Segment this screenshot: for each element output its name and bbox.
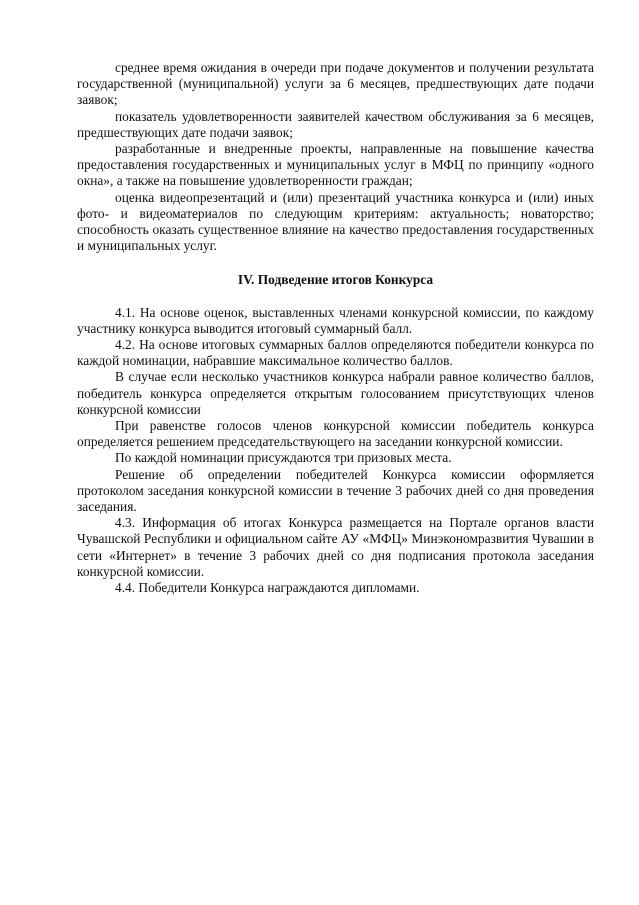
section-paragraph: При равенстве голосов членов конкурсной комиссии победитель конкурса определяется решением председательствующего на заседании конкурсной комиссии. xyxy=(77,418,594,450)
criteria-item: разработанные и внедренные проекты, направленные на повышение качества предоставления государственных и муниципальных услуг в МФЦ по принципу «одного окна», а также на повышение удовлетворенности граждан; xyxy=(77,141,594,189)
section-paragraph: 4.2. На основе итоговых суммарных баллов определяются победители конкурса по каждой номинации, набравшие максимальное количество баллов. xyxy=(77,337,594,369)
section-paragraph: 4.4. Победители Конкурса награждаются дипломами. xyxy=(115,580,420,596)
section-paragraph: 4.1. На основе оценок, выставленных членами конкурсной комиссии, по каждому участнику конкурса выводится итоговый суммарный балл. xyxy=(77,304,594,336)
criteria-item: среднее время ожидания в очереди при подаче документов и получении результата государственной (муниципальной) услуги за 6 месяцев, предшествующих дате подачи заявок; xyxy=(77,60,594,108)
criteria-item: показатель удовлетворенности заявителей качеством обслуживания за 6 месяцев, предшествующих дате подачи заявок; xyxy=(77,108,594,140)
document-page xyxy=(77,60,594,596)
section-paragraph: По каждой номинации присуждаются три призовых места. xyxy=(115,450,452,466)
section-paragraph: 4.3. Информация об итогах Конкурса размещается на Портале органов власти Чувашской Республики и официальном сайте АУ «МФЦ» Минэкономразвития Чувашии в сети «Интернет» в течение 3 рабочих дней со дня подписания протокола заседания конкурсной комиссии. xyxy=(77,515,594,579)
section-paragraph: Решение об определении победителей Конкурса комиссии оформляется протоколом заседания конкурсной комиссии в течение 3 рабочих дней со дня проведения заседания. xyxy=(77,466,594,515)
section-paragraph: В случае если несколько участников конкурса набрали равное количество баллов, победитель конкурса определяется открытым голосованием присутствующих членов конкурсной комиссии xyxy=(77,369,594,417)
criteria-item: оценка видеопрезентаций и (или) презентаций участника конкурса и (или) иных фото- и видеоматериалов по следующим критериям: актуальность; новаторство; способность оказать существенное влияние на качество предоставления государственных и муниципальных услуг. xyxy=(77,189,594,254)
section-heading: IV. Подведение итогов Конкурса xyxy=(237,272,434,288)
